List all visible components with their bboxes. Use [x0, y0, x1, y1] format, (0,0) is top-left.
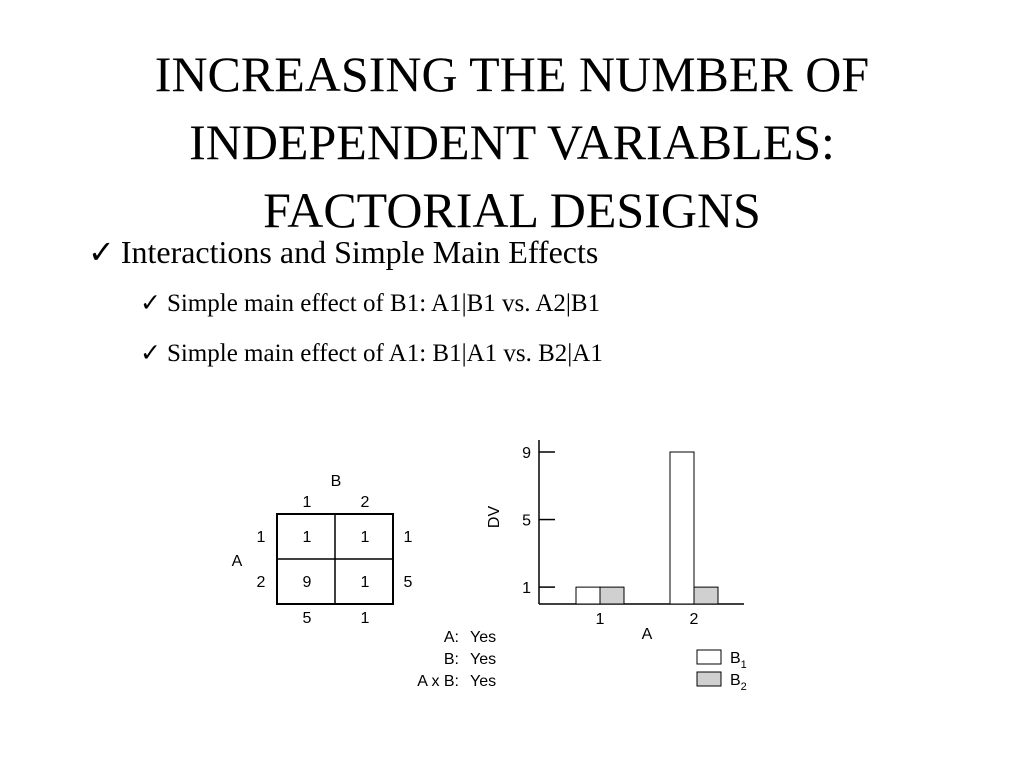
factorial-table [232, 473, 413, 627]
factor-a-label: A [231, 553, 243, 570]
bar-b1-a1 [576, 587, 600, 604]
checkmark-icon: ✓ [140, 340, 161, 367]
effect-value: Yes [470, 673, 497, 690]
x-tick-label: 1 [595, 611, 605, 628]
col-total: 5 [302, 610, 312, 627]
legend-label-b2: $B_2$ [730, 672, 747, 693]
effect-value: Yes [470, 629, 497, 646]
factor-b-label: B [330, 473, 342, 490]
bullet-text: Simple main effect of B1: A1|B1 vs. A2|B1 [166, 290, 601, 317]
table-cell: 1 [302, 529, 312, 546]
y-tick-label: 9 [522, 445, 531, 462]
y-tick-label: 5 [522, 512, 531, 530]
col-header: 1 [302, 494, 312, 511]
bar-b2-a2 [694, 587, 718, 604]
row-header: 2 [256, 574, 266, 591]
title-line-2: INDEPENDENT VARIABLES: [189, 114, 835, 170]
checkmark-icon: ✓ [140, 290, 161, 317]
bar-b2-a1 [600, 587, 624, 604]
y-tick-label: 1 [522, 580, 531, 598]
bullet-text: Interactions and Simple Main Effects [120, 234, 599, 270]
legend-label-b1: $B_1$ [730, 650, 747, 671]
legend-swatch-b2 [697, 672, 721, 686]
table-cell: 1 [360, 529, 370, 546]
legend-swatch-b1 [697, 650, 721, 664]
effect-label: B: [443, 651, 459, 668]
col-header: 2 [360, 494, 370, 511]
bullet-text: Simple main effect of A1: B1|A1 vs. B2|A1 [166, 340, 603, 367]
table-cell: 9 [302, 574, 312, 591]
bar-b1-a2 [670, 452, 694, 604]
x-tick-label: 2 [689, 611, 699, 628]
y-axis-label: DV [486, 505, 503, 529]
effect-label: A x B: [417, 673, 459, 690]
row-header: 1 [256, 529, 266, 546]
effects-summary [417, 629, 496, 690]
bar-chart [486, 440, 744, 643]
col-total: 1 [360, 610, 370, 627]
title-line-1: INCREASING THE NUMBER OF [154, 46, 870, 102]
table-cell: 1 [360, 574, 370, 591]
row-total: 1 [403, 529, 413, 546]
x-axis-label: A [641, 626, 653, 643]
row-total: 5 [403, 574, 413, 591]
title-line-3: FACTORIAL DESIGNS [263, 182, 761, 238]
effect-label: A: [443, 629, 459, 646]
checkmark-icon: ✓ [88, 234, 115, 270]
chart-legend [697, 650, 747, 693]
effect-value: Yes [470, 651, 497, 668]
